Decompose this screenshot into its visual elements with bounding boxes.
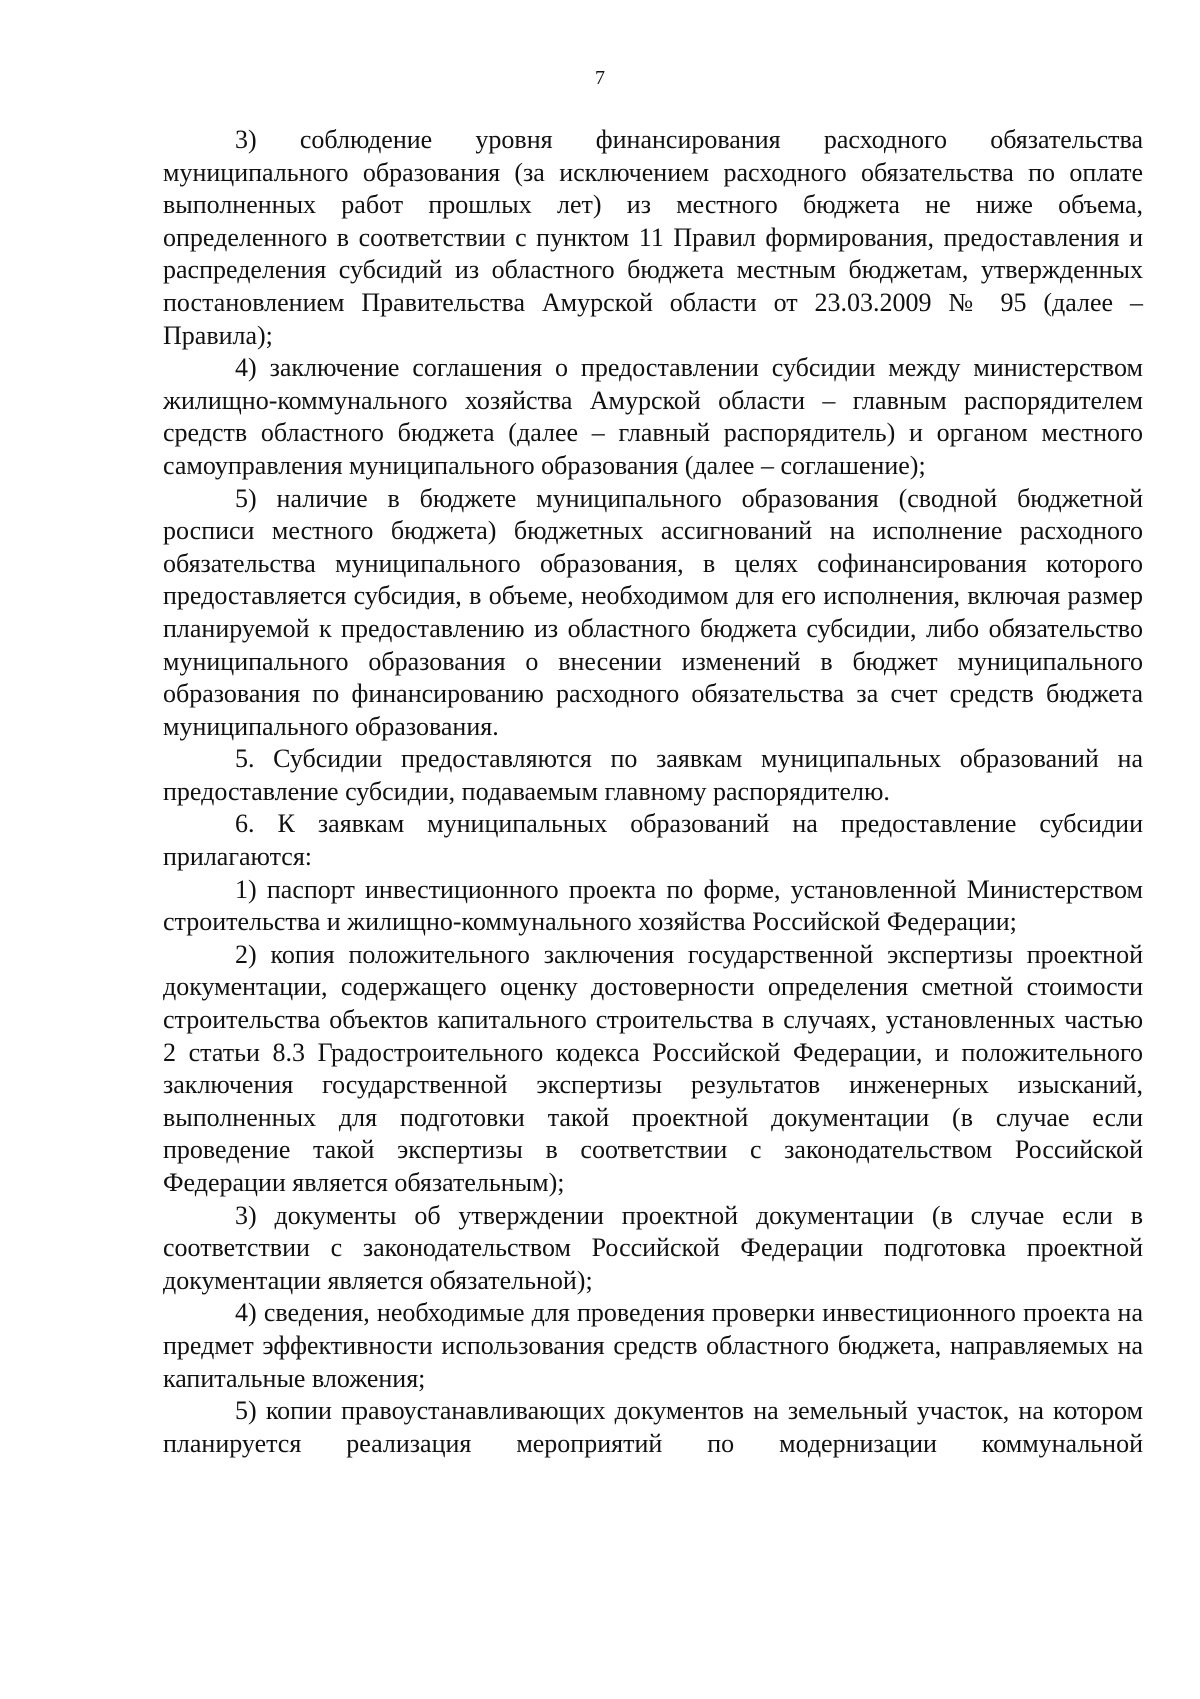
paragraph-item-3-funding-level: 3) соблюдение уровня финансирования расходного обязательства муниципального образования (за исключением расходного обязательства по оплате выполненных работ прошлых лет) из местного бюджета не ниже объема, определенного в соответствии с пунктом 11 Правил формирования, предоставления и распределения субсидий из областного бюджета местным бюджетам, утвержденных постановлением Правительства Амурской области от 23.03.2009 № 95 (далее – Правила); [163,125,1143,350]
paragraph-attachment-2-expertise: 2) копия положительного заключения государственной экспертизы проектной документации, содержащего оценку достоверности определения сметной стоимости строительства объектов капитального строительства в случаях, установленных частью 2 статьи 8.3 Градостроительного кодекса Российской Федерации, и положительного заключения государственной экспертизы результатов инженерных изысканий, выполненных для подготовки такой проектной документации (в случае если проведение такой экспертизы в соответствии с законодательством Российской Федерации является обязательным); [163,939,1143,1197]
paragraph-section-5-applications: 5. Субсидии предоставляются по заявкам муниципальных образований на предоставление субсидии, подаваемым главному распорядителю. [163,744,1143,806]
paragraph-attachment-5-land-documents: 5) копии правоустанавливающих документов на земельный участок, на котором планируется реализация мероприятий по модернизации коммунальной [163,1396,1143,1458]
paragraph-attachment-4-efficiency-info: 4) сведения, необходимые для проведения проверки инвестиционного проекта на предмет эффективности использования средств областного бюджета, направляемых на капитальные вложения; [163,1298,1143,1393]
paragraph-attachment-3-approval-documents: 3) документы об утверждении проектной документации (в случае если в соответствии с законодательством Российской Федерации подготовка проектной документации является обязательной); [163,1200,1143,1295]
page-number: 7 [595,67,605,89]
paragraph-section-6-attachments: 6. К заявкам муниципальных образований на предоставление субсидии прилагаются: [163,809,1143,872]
paragraph-item-4-agreement: 4) заключение соглашения о предоставлении субсидии между министерством жилищно-коммунального хозяйства Амурской области – главным распорядителем средств областного бюджета (далее – главный распорядитель) и органом местного самоуправления муниципального образования (далее – соглашение); [163,353,1143,480]
document-body [163,124,1143,1460]
paragraph-item-5-budget-allocations: 5) наличие в бюджете муниципального образования (сводной бюджетной росписи местного бюджета) бюджетных ассигнований на исполнение расходного обязательства муниципального образования, в целях софинансирования которого предоставляется субсидия, в объеме, необходимом для его исполнения, включая размер планируемой к предоставлению из областного бюджета субсидии, либо обязательство муниципального образования о внесении изменений в бюджет муниципального образования по финансированию расходного обязательства за счет средств бюджета муниципального образования. [163,483,1143,741]
paragraph-attachment-1-passport: 1) паспорт инвестиционного проекта по форме, установленной Министерством строительства и жилищно-коммунального хозяйства Российской Федерации; [163,874,1143,937]
